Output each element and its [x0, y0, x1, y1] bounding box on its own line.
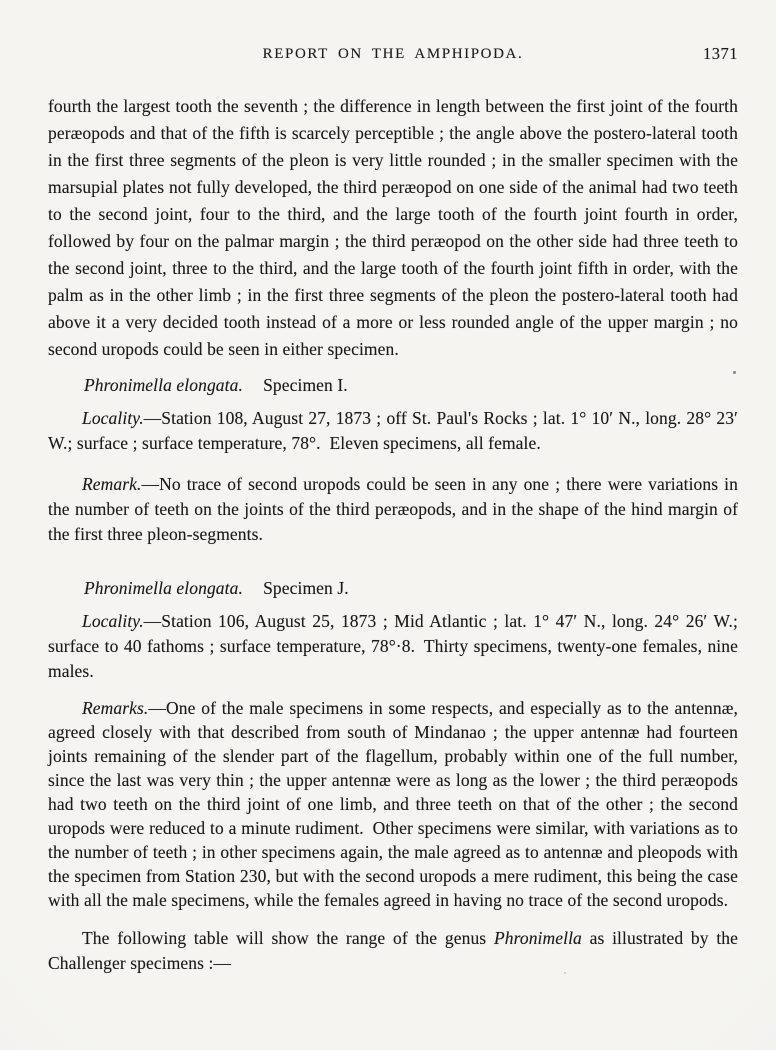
locality-label-italic: Locality. [82, 611, 144, 631]
species-name-italic: Phronimella elongata. [84, 375, 243, 395]
closing-text-end: as illustrated by the Challenger specimens :— [48, 928, 738, 973]
remarks-label-italic: Remarks. [82, 698, 149, 718]
specimen-j-remarks [48, 696, 738, 912]
text-column [48, 46, 738, 976]
species-name-italic: Phronimella elongata. [84, 578, 243, 598]
specimen-i-heading [48, 373, 738, 398]
closing-text-start: The following table will show the range of the genus [82, 928, 494, 948]
scan-speck [733, 371, 736, 374]
running-title: REPORT ON THE AMPHIPODA. [262, 46, 524, 62]
locality-text: —Station 108, August 27, 1873 ; off St. Paul's Rocks ; lat. 1° 10′ N., long. 28° 23′ W.; surface ; surface temperature, 78°. Eleven specimens, all female. [48, 408, 738, 453]
closing-paragraph [48, 926, 738, 976]
scan-speck [564, 972, 566, 974]
specimen-j-heading [48, 576, 738, 601]
specimen-i-label: Specimen I. [263, 375, 348, 395]
specimen-j-label: Specimen J. [263, 578, 349, 598]
paragraph-continuation: fourth the largest tooth the seventh ; the difference in length between the first joint of the fourth peræopods and that of the fifth is scarcely perceptible ; the angle above the postero-lateral tooth in the first three segments of the pleon is very little rounded ; in the smaller specimen with the marsupial plates not fully developed, the third peræopod on one side of the animal had two teeth to the second joint, four to the third, and the large tooth of the fourth joint fourth in order, followed by four on the palmar margin ; the third peræopod on the other side had three teeth to the second joint, three to the third, and the large tooth of the fourth joint fifth in order, with the palm as in the other limb ; in the first three segments of the pleon the postero-lateral tooth had above it a very decided tooth instead of a more or less rounded angle of the upper margin ; no second uropods could be seen in either specimen. [48, 96, 738, 359]
genus-name-italic: Phronimella [493, 928, 582, 948]
remarks-text: —One of the male specimens in some respects, and especially as to the antennæ, agreed closely with that described from south of Mindanao ; the upper antennæ had fourteen joints remaining of the slender part of the flagellum, probably within one of the full number, since the last was very thin ; the upper antennæ were as long as the lower ; the third peræopods had two teeth on the third joint of one limb, and three teeth on that of the other ; the second uropods were reduced to a minute rudiment. Other specimens were similar, with variations as to the number of teeth ; in other specimens again, the male agreed as to antennæ and pleopods with the specimen from Station 230, but with the second uropods a mere rudiment, this being the case with all the male specimens, while the females agreed in having no trace of the second uropods. [48, 698, 738, 910]
remark-label-italic: Remark. [82, 474, 142, 494]
specimen-i-locality [48, 406, 738, 456]
locality-text: —Station 106, August 25, 1873 ; Mid Atlantic ; lat. 1° 47′ N., long. 24° 26′ W.; surface to 40 fathoms ; surface temperature, 78°·8. Thirty specimens, twenty-one females, nine males. [48, 611, 738, 681]
page-number: 1371 [703, 44, 738, 63]
page-header [48, 46, 738, 68]
remark-text: —No trace of second uropods could be seen in any one ; there were variations in the number of teeth on the joints of the third peræopods, and in the shape of the hind margin of the first three pleon-segments. [48, 474, 738, 544]
specimen-i-remark [48, 472, 738, 547]
locality-label-italic: Locality. [82, 408, 144, 428]
specimen-j-locality [48, 609, 738, 684]
